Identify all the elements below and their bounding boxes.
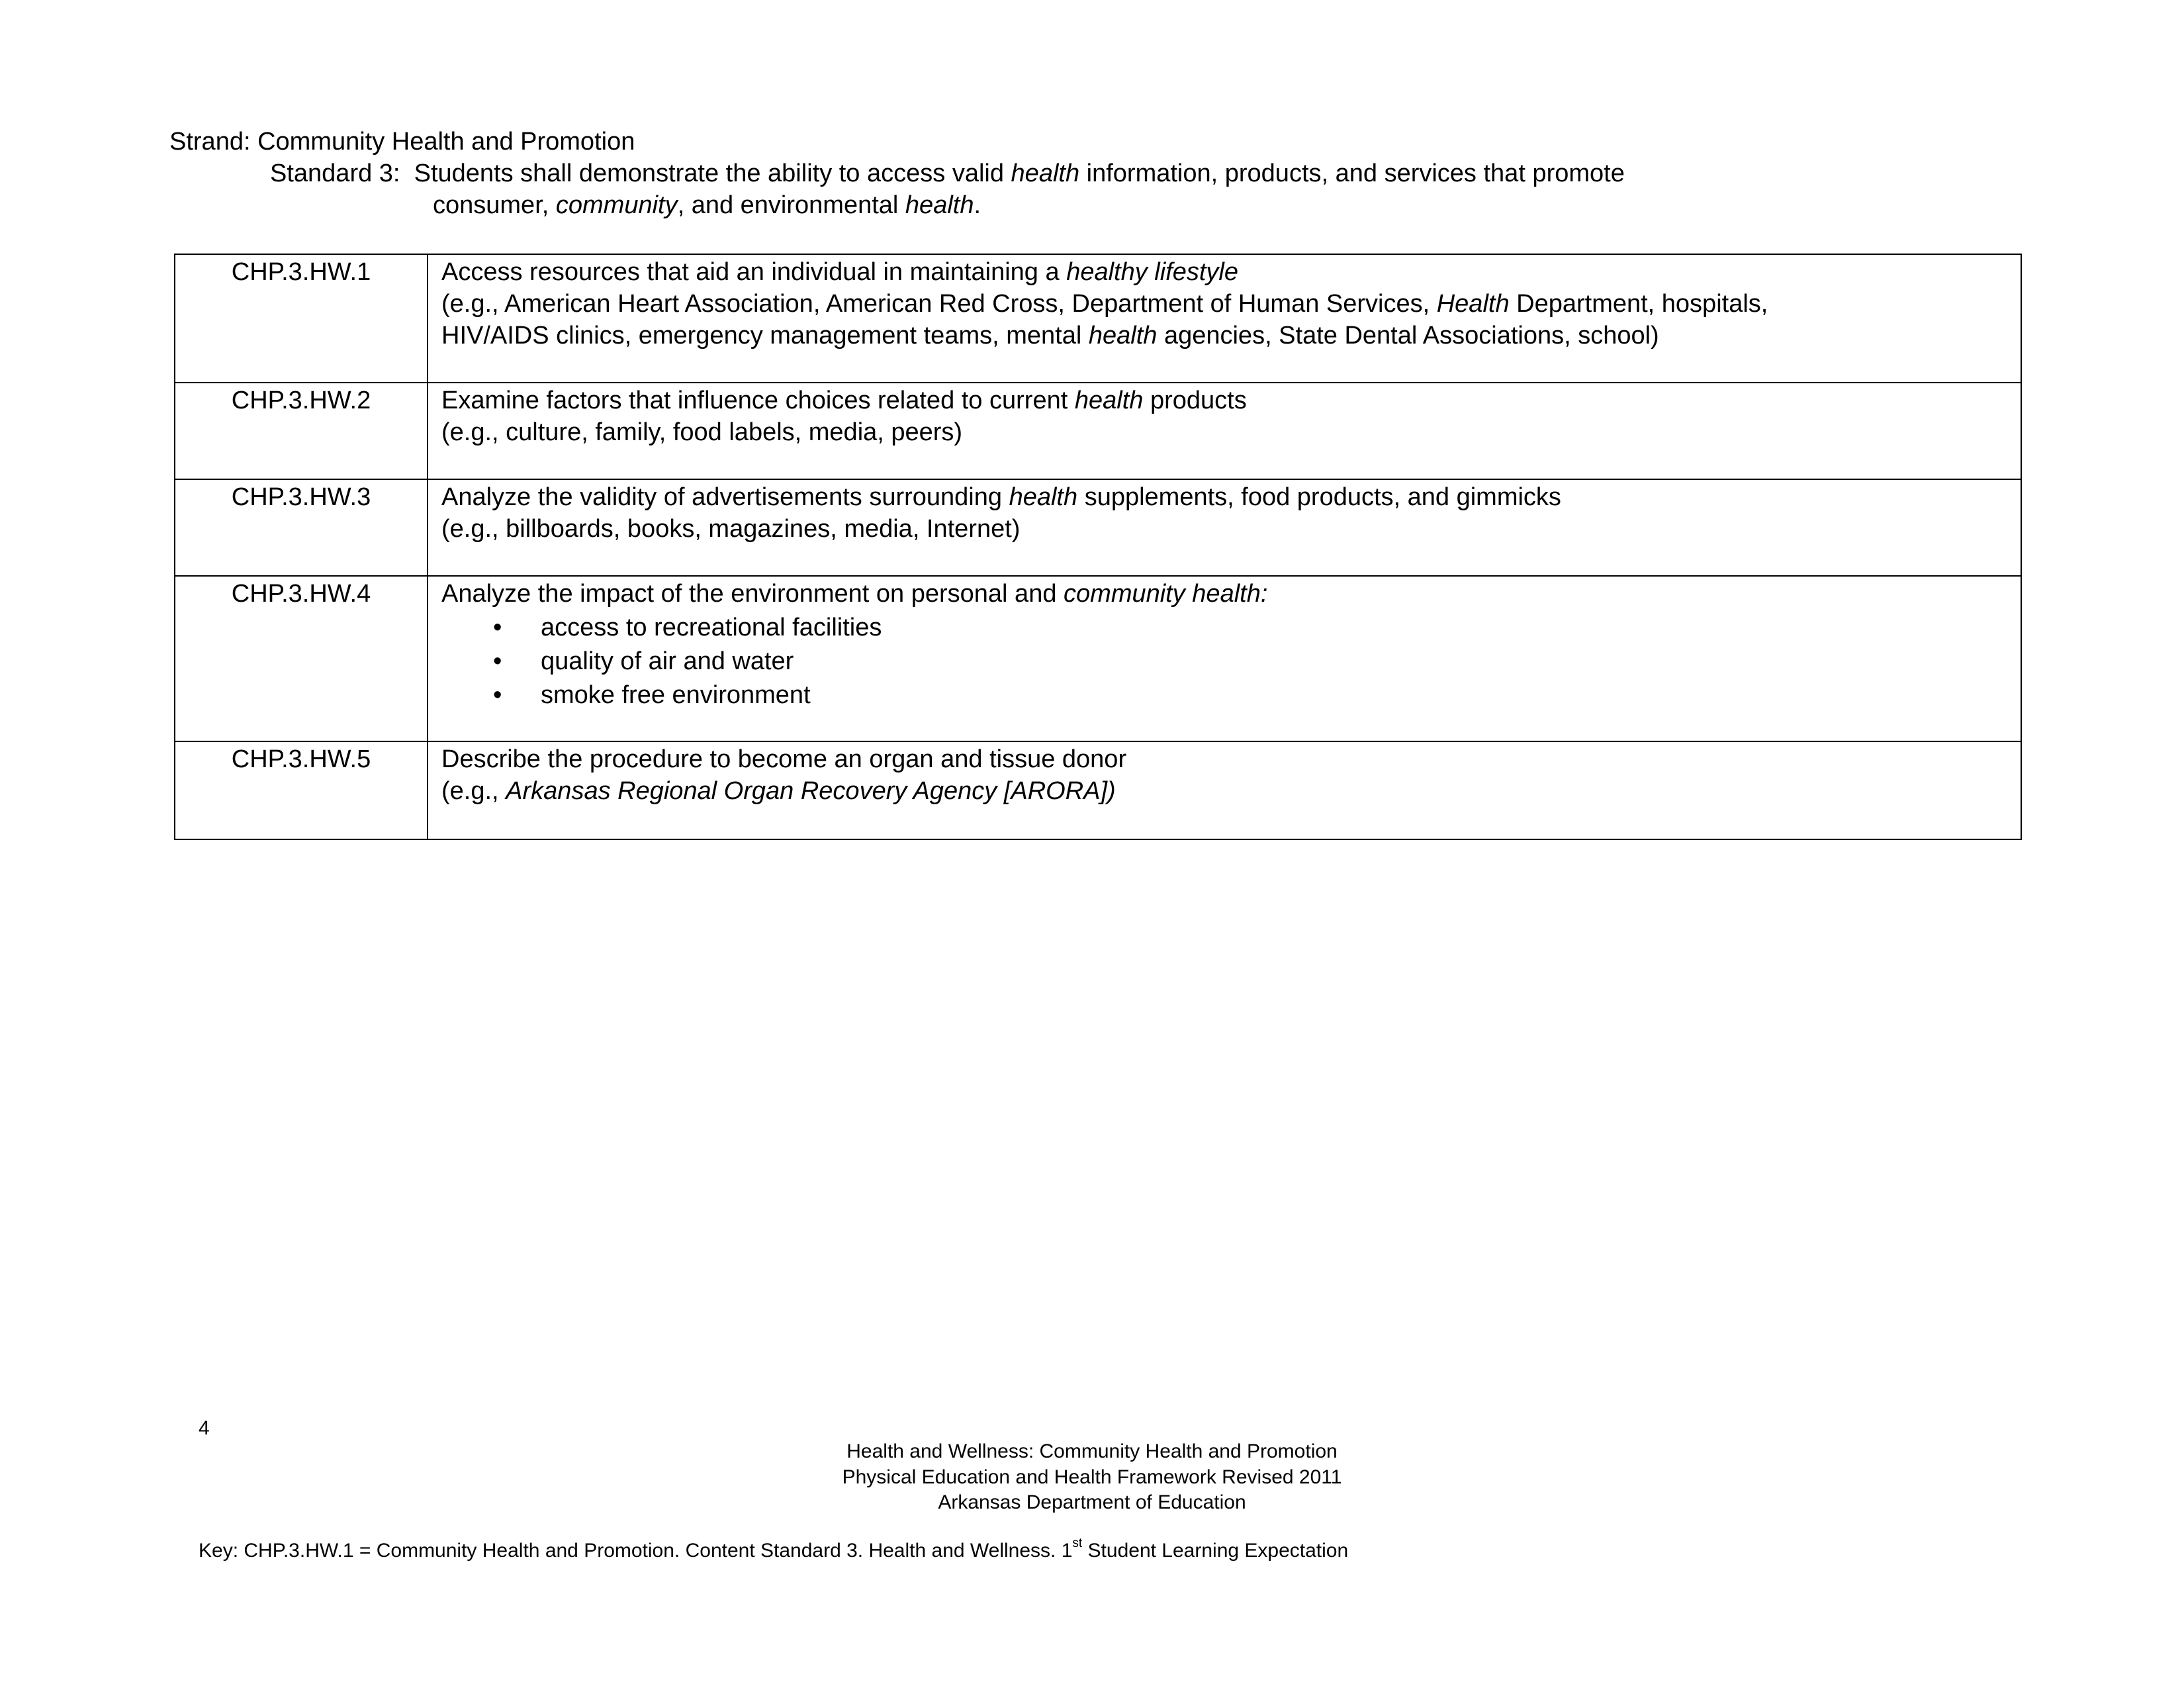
lead-text: Examine factors that influence choices related to current — [441, 387, 1068, 414]
lead-emphasis: community health: — [1064, 580, 1268, 608]
expectation-description — [428, 479, 2021, 576]
example-emphasis: Arkansas Regional Organ Recovery Agency [ARORA]) — [506, 777, 1116, 805]
lead-emphasis: health — [1074, 387, 1144, 414]
footer-line: Health and Wellness: Community Health and Promotion — [846, 1440, 1338, 1462]
lead-emphasis: healthy lifestyle — [1066, 258, 1239, 286]
strand-heading: Strand: Community Health and Promotion — [169, 128, 635, 156]
page-footer — [728, 1439, 1456, 1516]
example-emphasis: health — [1088, 322, 1158, 350]
standard-text: consumer, — [433, 191, 549, 219]
expectation-lead — [441, 578, 2007, 610]
standard-text: Students shall demonstrate the ability to access valid — [414, 160, 1004, 187]
example-text: Department, hospitals, — [1516, 290, 1768, 318]
footer-line: Physical Education and Health Framework Revised 2011 — [842, 1466, 1342, 1488]
expectation-description — [428, 741, 2021, 839]
standard-emphasis: health — [1011, 160, 1080, 187]
example-emphasis: Health — [1436, 290, 1510, 318]
table-row — [175, 383, 2021, 479]
expectation-code: CHP.3.HW.5 — [175, 741, 428, 839]
key-text: Student Learning Expectation — [1087, 1540, 1349, 1562]
standard-line-2 — [270, 189, 1991, 221]
expectation-code: CHP.3.HW.1 — [175, 254, 428, 383]
list-item — [441, 679, 2007, 712]
list-item-text: access to recreational facilities — [541, 614, 882, 641]
lead-text: products — [1150, 387, 1247, 414]
expectation-lead: Describe the procedure to become an organ and tissue donor — [441, 745, 1127, 773]
example-text: HIV/AIDS clinics, emergency management teams, mental — [441, 322, 1082, 350]
expectation-lead — [441, 256, 2007, 288]
expectation-examples: (e.g., billboards, books, magazines, media, Internet) — [441, 515, 1021, 543]
list-item — [441, 611, 2007, 645]
standard-text: . — [974, 191, 981, 219]
standard-emphasis: health — [905, 191, 974, 219]
footer-line: Arkansas Department of Education — [938, 1491, 1246, 1513]
expectation-description — [428, 254, 2021, 383]
expectation-examples: (e.g., culture, family, food labels, media, peers) — [441, 418, 963, 446]
table-row — [175, 576, 2021, 741]
expectations-table — [174, 254, 2022, 840]
expectation-examples — [441, 288, 2007, 320]
example-text: (e.g., American Heart Association, American Red Cross, Department of Human Services, — [441, 290, 1430, 318]
expectation-examples — [441, 775, 2007, 807]
expectation-lead — [441, 385, 2007, 416]
example-text: agencies, State Dental Associations, school) — [1163, 322, 1659, 350]
table-row — [175, 254, 2021, 383]
lead-text: supplements, food products, and gimmicks — [1084, 483, 1561, 511]
lead-text: Access resources that aid an individual in maintaining a — [441, 258, 1060, 286]
expectation-code: CHP.3.HW.4 — [175, 576, 428, 741]
standard-emphasis: community — [555, 191, 678, 219]
lead-emphasis: health — [1009, 483, 1078, 511]
list-item — [441, 645, 2007, 679]
table-row — [175, 479, 2021, 576]
expectation-examples — [441, 320, 2007, 352]
example-text: (e.g., — [441, 777, 499, 805]
standard-text: , and environmental — [677, 191, 899, 219]
list-item-text: quality of air and water — [541, 647, 794, 675]
standard-text: information, products, and services that promote — [1086, 160, 1625, 187]
standard-statement — [270, 158, 1991, 221]
lead-text: Analyze the validity of advertisements surrounding — [441, 483, 1003, 511]
key-superscript: st — [1072, 1536, 1083, 1550]
expectation-code: CHP.3.HW.3 — [175, 479, 428, 576]
list-item-text: smoke free environment — [541, 681, 811, 709]
standard-label: Standard 3: — [270, 160, 400, 187]
bullet-icon: • — [493, 681, 502, 709]
bullet-icon: • — [493, 647, 502, 675]
key-text: Key: CHP.3.HW.1 = Community Health and Promotion. Content Standard 3. Health and Wellness. 1 — [199, 1540, 1073, 1562]
expectation-lead — [441, 481, 2007, 513]
expectation-description — [428, 576, 2021, 741]
page-number: 4 — [199, 1417, 210, 1439]
expectation-description — [428, 383, 2021, 479]
code-key — [199, 1538, 1348, 1564]
table-row — [175, 741, 2021, 839]
lead-text: Analyze the impact of the environment on personal and — [441, 580, 1057, 608]
bullet-list — [441, 611, 2007, 712]
expectation-code: CHP.3.HW.2 — [175, 383, 428, 479]
bullet-icon: • — [493, 614, 502, 641]
